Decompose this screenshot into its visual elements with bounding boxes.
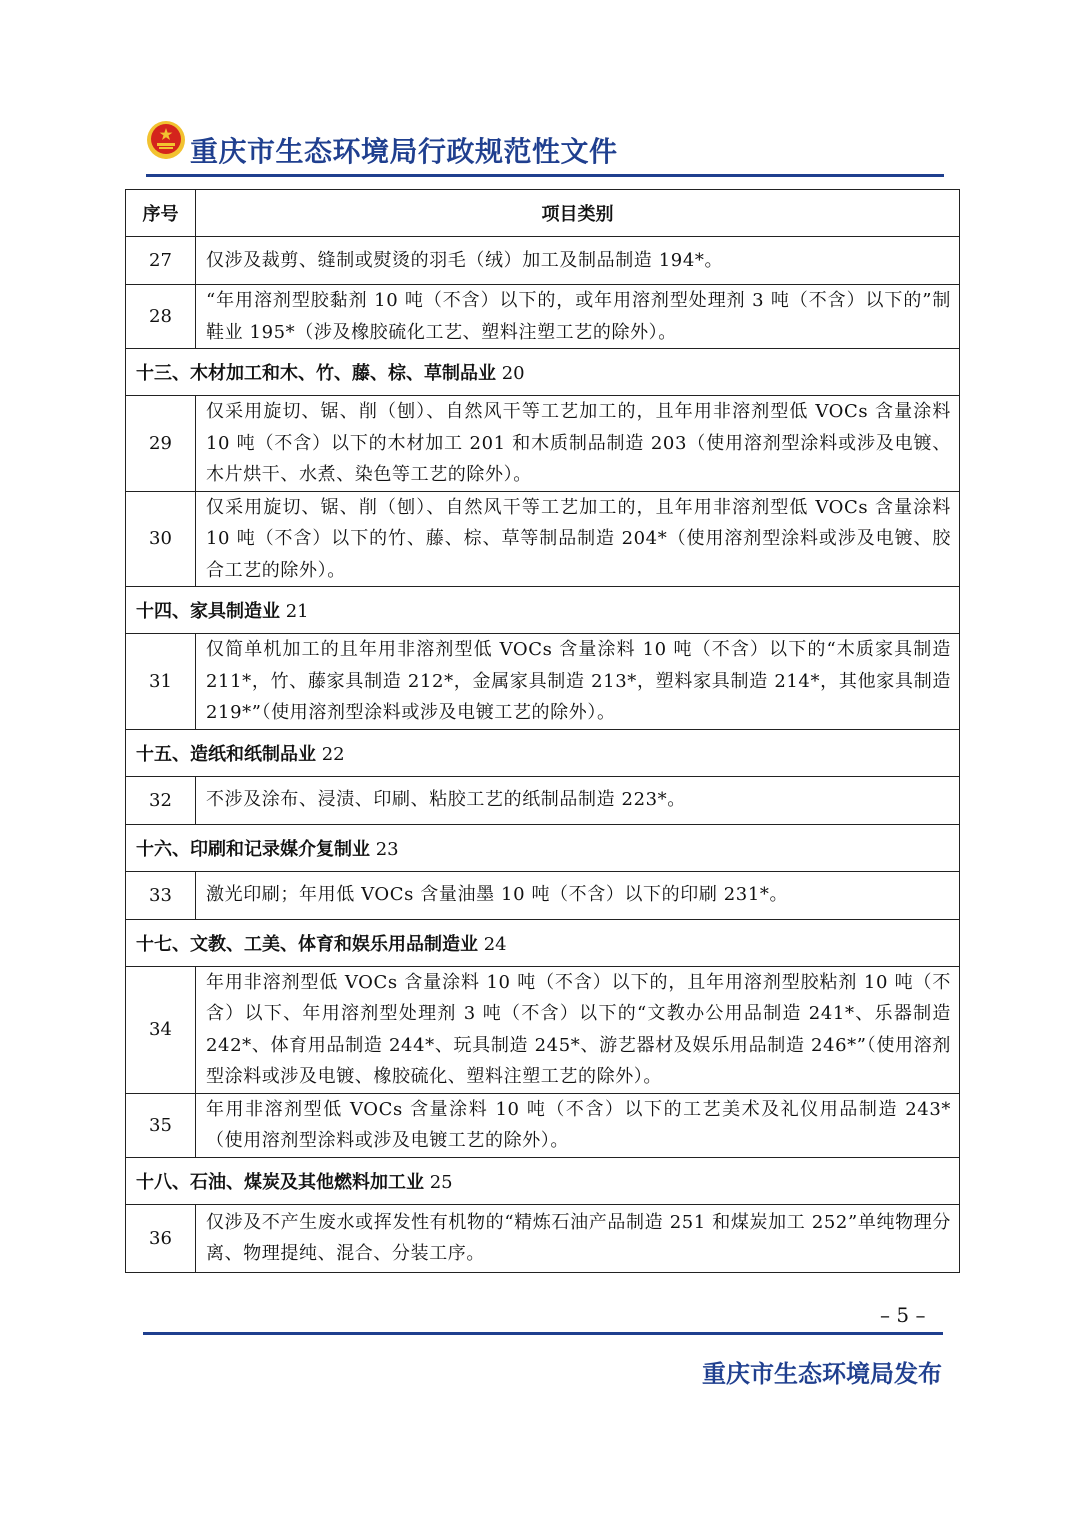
table-row xyxy=(126,285,960,349)
section-code: 23 xyxy=(370,838,399,860)
table-row xyxy=(126,396,960,492)
section-title: 十四、家具制造业 xyxy=(136,601,280,622)
section-title: 十八、石油、煤炭及其他燃料加工业 xyxy=(136,1171,424,1193)
row-number: 28 xyxy=(126,285,196,349)
section-heading xyxy=(126,729,960,776)
section-code: 25 xyxy=(424,1171,453,1193)
header-divider xyxy=(146,174,944,177)
column-header-number: 序号 xyxy=(126,190,196,237)
table-row xyxy=(126,1204,960,1272)
row-description: 年用非溶剂型低 VOCs 含量涂料 10 吨（不含）以下的，且年用溶剂型胶粘剂 10 吨（不含）以下、年用溶剂型处理剂 3 吨（不含）以下的“文教办公用品制造 241*、乐器制造 242*、体育用品制造 244*、玩具制造 245*、游艺器材及娱乐用品制造 246*”（使用溶剂型涂料或涉及电镀、橡胶硫化、塑料注塑工艺的除外）。 xyxy=(196,966,960,1093)
row-description: 年用非溶剂型低 VOCs 含量涂料 10 吨（不含）以下的工艺美术及礼仪用品制造 243*（使用溶剂型涂料或涉及电镀工艺的除外）。 xyxy=(196,1093,960,1157)
project-category-table xyxy=(125,189,960,1273)
section-heading xyxy=(126,919,960,966)
section-row xyxy=(126,919,960,966)
document-header-title: 重庆市生态环境局行政规范性文件 xyxy=(190,135,618,168)
row-number: 32 xyxy=(126,776,196,824)
row-number: 33 xyxy=(126,871,196,919)
row-number: 31 xyxy=(126,634,196,730)
table-row xyxy=(126,634,960,730)
section-heading xyxy=(126,824,960,871)
document-header xyxy=(146,118,944,178)
row-number: 30 xyxy=(126,491,196,587)
table-row xyxy=(126,491,960,587)
row-description: 不涉及涂布、浸渍、印刷、粘胶工艺的纸制品制造 223*。 xyxy=(196,776,960,824)
publisher-label: 重庆市生态环境局发布 xyxy=(702,1360,942,1388)
row-description: 仅采用旋切、锯、削（刨）、自然风干等工艺加工的，且年用非溶剂型低 VOCs 含量涂料 10 吨（不含）以下的木材加工 201 和木质制品制造 203（使用溶剂型涂料或涉及电镀、木片烘干、水煮、染色等工艺的除外）。 xyxy=(196,396,960,492)
section-heading xyxy=(126,1157,960,1204)
section-code: 22 xyxy=(316,743,345,765)
table-row xyxy=(126,237,960,285)
section-title: 十六、印刷和记录媒介复制业 xyxy=(136,838,370,860)
row-number: 34 xyxy=(126,966,196,1093)
section-row xyxy=(126,587,960,634)
row-description: 仅简单机加工的且年用非溶剂型低 VOCs 含量涂料 10 吨（不含）以下的“木质家具制造 211*，竹、藤家具制造 212*，金属家具制造 213*，塑料家具制造 214*，其他家具制造 219*”（使用溶剂型涂料或涉及电镀工艺的除外）。 xyxy=(196,634,960,730)
row-number: 27 xyxy=(126,237,196,285)
row-description: 仅涉及裁剪、缝制或熨烫的羽毛（绒）加工及制品制造 194*。 xyxy=(196,237,960,285)
section-heading xyxy=(126,587,960,634)
table-header-row xyxy=(126,190,960,237)
page-number: – 5 – xyxy=(880,1303,926,1327)
section-heading xyxy=(126,349,960,396)
section-row xyxy=(126,349,960,396)
section-row xyxy=(126,824,960,871)
section-title: 十五、造纸和纸制品业 xyxy=(136,743,316,765)
row-description: 仅涉及不产生废水或挥发性有机物的“精炼石油产品制造 251 和煤炭加工 252”单纯物理分离、物理提纯、混合、分装工序。 xyxy=(196,1204,960,1272)
row-description: “年用溶剂型胶黏剂 10 吨（不含）以下的，或年用溶剂型处理剂 3 吨（不含）以下的”制鞋业 195*（涉及橡胶硫化工艺、塑料注塑工艺的除外）。 xyxy=(196,285,960,349)
row-description: 激光印刷；年用低 VOCs 含量油墨 10 吨（不含）以下的印刷 231*。 xyxy=(196,871,960,919)
national-emblem-icon xyxy=(146,120,186,160)
section-title: 十三、木材加工和木、竹、藤、棕、草制品业 xyxy=(136,363,496,384)
footer-divider xyxy=(143,1332,943,1335)
row-description: 仅采用旋切、锯、削（刨）、自然风干等工艺加工的，且年用非溶剂型低 VOCs 含量涂料 10 吨（不含）以下的竹、藤、棕、草等制品制造 204*（使用溶剂型涂料或涉及电镀、胶合工艺的除外）。 xyxy=(196,491,960,587)
section-row xyxy=(126,729,960,776)
row-number: 29 xyxy=(126,396,196,492)
section-code: 24 xyxy=(478,933,507,955)
section-row xyxy=(126,1157,960,1204)
section-code: 21 xyxy=(280,601,309,622)
section-title: 十七、文教、工美、体育和娱乐用品制造业 xyxy=(136,933,478,955)
table-row xyxy=(126,871,960,919)
table-row xyxy=(126,966,960,1093)
table-row xyxy=(126,1093,960,1157)
table-row xyxy=(126,776,960,824)
row-number: 36 xyxy=(126,1204,196,1272)
column-header-category: 项目类别 xyxy=(196,190,960,237)
section-code: 20 xyxy=(496,363,525,384)
row-number: 35 xyxy=(126,1093,196,1157)
